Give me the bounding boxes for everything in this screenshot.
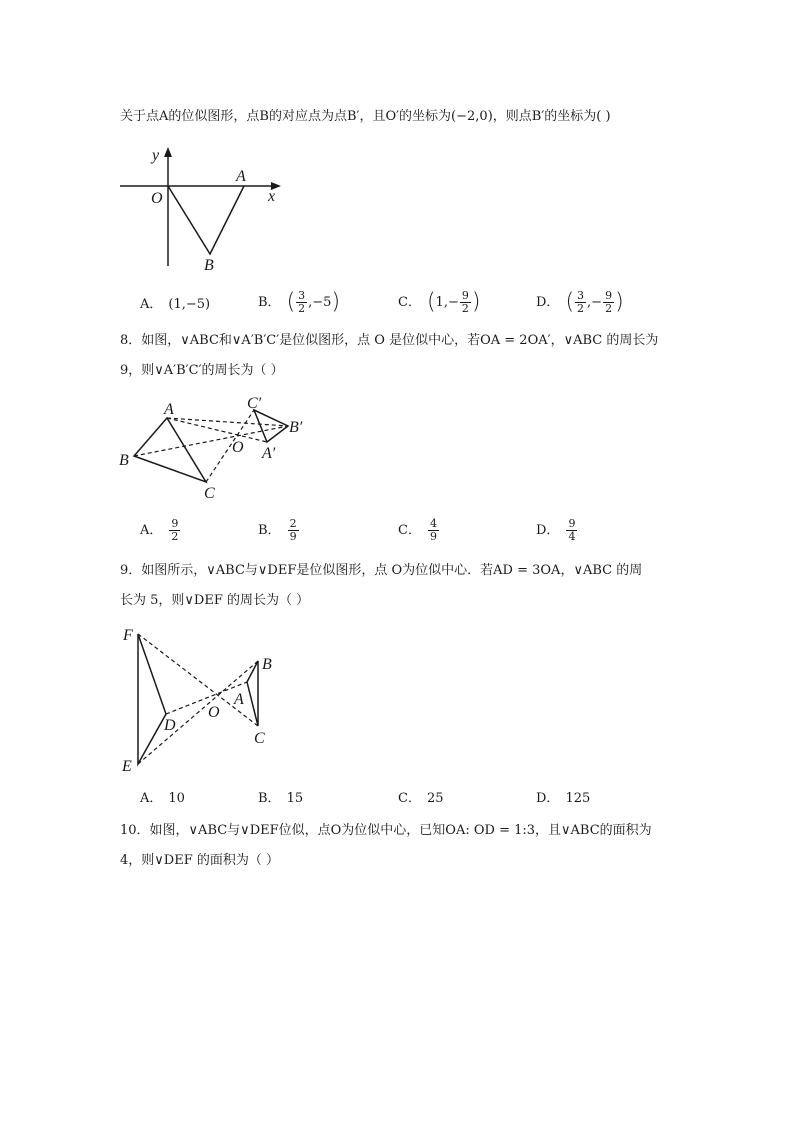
q9-label-C: C xyxy=(254,730,265,747)
q9-line2: 长为 5，则∨DEF 的周长为（ ） xyxy=(120,593,310,608)
q10-line2: 4，则∨DEF 的面积为（ ） xyxy=(120,853,279,868)
q8-label-C2: C′ xyxy=(247,395,262,412)
q9-label-E: E xyxy=(122,758,132,775)
q7-label-x: x xyxy=(268,188,276,205)
q7-label-y: y xyxy=(152,147,160,164)
q7-option-b-frac: $\frac{3}{2}$ xyxy=(298,289,306,315)
q9-label-F: F xyxy=(123,627,133,644)
q8-label-A: A xyxy=(164,401,174,418)
q9-label-O: O xyxy=(208,704,220,721)
q7-label-A: A xyxy=(236,168,246,185)
q7-label-B: B xyxy=(204,257,214,274)
q9-label-B: B xyxy=(262,656,272,673)
q7-stem: 关于点A的位似图形，点B的对应点为点B′，且O′的坐标为(−2,0)，则点B′的坐标为( ) xyxy=(120,109,611,124)
q7-option-c-frac: $\frac{9}{2}$ xyxy=(461,289,469,315)
q8-option-d[interactable]: D． $\frac{9}{4}$ xyxy=(536,517,576,543)
q8-label-O: O xyxy=(232,439,244,456)
q8-option-b[interactable]: B． $\frac{2}{9}$ xyxy=(258,517,297,543)
q9-option-d[interactable]: D． 125 xyxy=(536,791,591,806)
q10-line1: 10．如图，∨ABC与∨DEF位似，点O为位似中心，已知OA: OD = 1:3，且∨ABC的面积为 xyxy=(120,823,652,838)
q9-line1: 9．如图所示，∨ABC与∨DEF是位似图形，点 O为位似中心．若AD = 3OA，∨ABC 的周 xyxy=(120,563,643,578)
q8-line2: 9，则∨A′B′C′的周长为（ ） xyxy=(120,363,284,378)
q7-option-c[interactable]: C． (1,− $\frac{9}{2}$ ) xyxy=(398,289,481,315)
q7-option-d-frac1: $\frac{3}{2}$ xyxy=(577,289,585,315)
q7-option-b[interactable]: B． ( $\frac{3}{2}$ ,−5) xyxy=(258,289,341,315)
q8-option-a[interactable]: A． $\frac{9}{2}$ xyxy=(140,517,179,543)
q8-line1: 8．如图，∨ABC和∨A′B′C′是位似图形，点 O 是位似中心，若OA = 2OA′，∨ABC 的周长为 xyxy=(120,333,659,348)
q9-label-A: A xyxy=(234,691,244,708)
q8-label-B2: B′ xyxy=(289,419,303,436)
q8-label-A2: A′ xyxy=(262,445,276,462)
q9-triangle-abc xyxy=(247,661,258,726)
q7-option-a-value: (1,−5) xyxy=(168,297,211,312)
q9-triangle-def xyxy=(138,634,166,764)
q8-option-c[interactable]: C． $\frac{4}{9}$ xyxy=(398,517,437,543)
q9-option-b[interactable]: B． 15 xyxy=(258,791,304,806)
q9-option-c[interactable]: C． 25 xyxy=(398,791,444,806)
q7-option-a[interactable]: A． (1,−5) xyxy=(140,297,211,312)
q7-option-d-frac2: $\frac{9}{2}$ xyxy=(605,289,613,315)
q9-label-D: D xyxy=(164,717,176,734)
q8-label-B: B xyxy=(119,452,129,469)
q7-label-O: O xyxy=(151,190,163,207)
q8-label-C: C xyxy=(204,485,215,502)
q9-option-a[interactable]: A． 10 xyxy=(140,791,185,806)
q7-option-d[interactable]: D． ( $\frac{3}{2}$ ,− $\frac{9}{2}$ ) xyxy=(536,289,624,315)
